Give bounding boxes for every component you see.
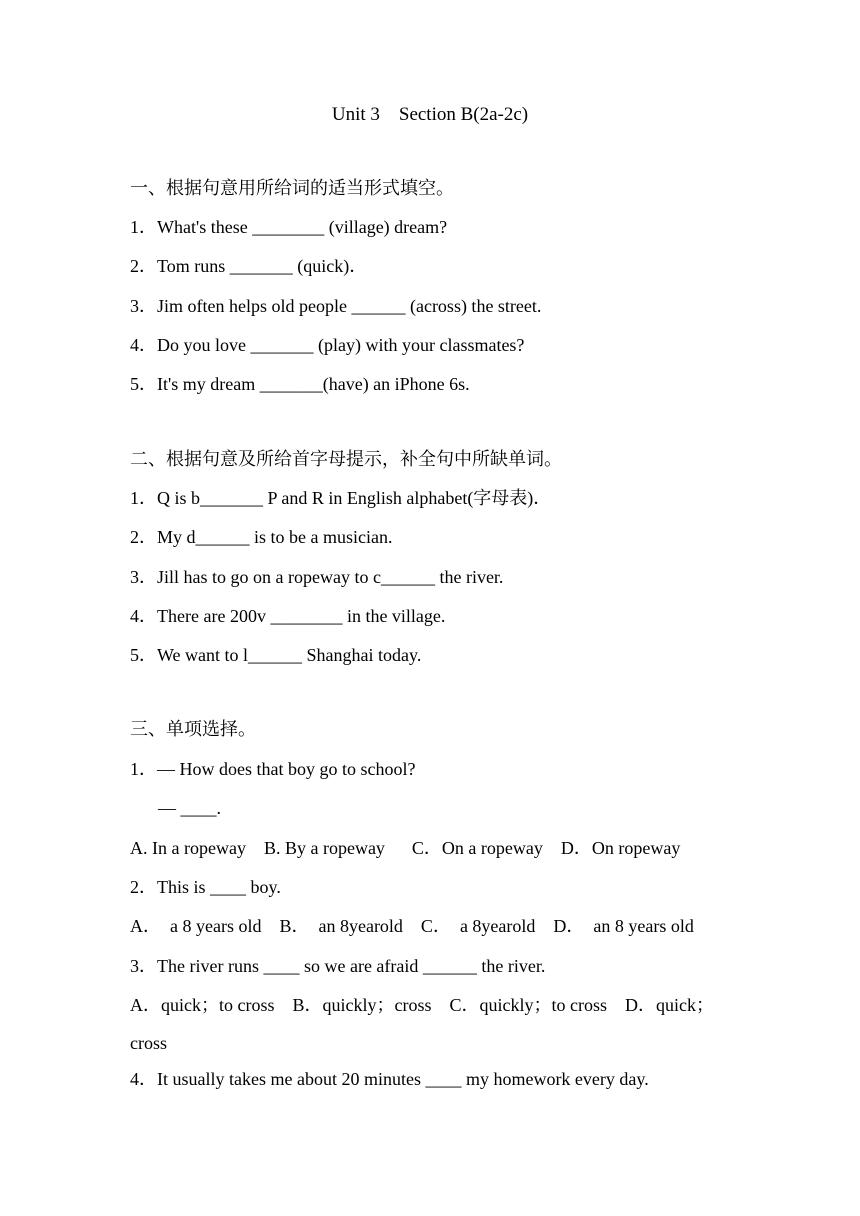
section2-item-2: 2．My d______ is to be a musician. [130,527,393,547]
section1-item-3: 3．Jim often helps old people ______ (across) the street. [130,296,542,316]
section1-item-1: 1．What's these ________ (village) dream? [130,217,448,237]
question-3-options-cont: cross [130,1033,167,1053]
section3-heading: 三、单项选择。 [130,719,256,739]
question-1-answer: — ____. [158,798,221,818]
section1-item-5: 5．It's my dream _______(have) an iPhone 6s. [130,374,470,394]
section1-heading: 一、根据句意用所给词的适当形式填空。 [130,178,454,198]
question-2: 2．This is ____ boy. [130,877,281,897]
section2-item-4: 4．There are 200v ________ in the village. [130,606,446,626]
section2-item-5: 5．We want to l______ Shanghai today. [130,645,422,665]
question-3-options: A．quick；to cross B．quickly；cross C．quickly；to cross D．quick； [130,995,714,1015]
question-4: 4．It usually takes me about 20 minutes ____ my homework every day. [130,1069,649,1089]
question-3: 3．The river runs ____ so we are afraid ______ the river. [130,956,546,976]
question-2-options: A． a 8 years old B． an 8yearold C． a 8yearold D． an 8 years old [130,916,694,936]
question-1-options: A. In a ropeway B. By a ropeway C．On a ropeway D．On ropeway [130,838,681,858]
section2-item-1: 1．Q is b_______ P and R in English alphabet(字母表)． [130,488,552,508]
section1-item-4: 4．Do you love _______ (play) with your classmates? [130,335,525,355]
section2-heading: 二、根据句意及所给首字母提示，补全句中所缺单词。 [130,449,562,469]
section2-item-3: 3．Jill has to go on a ropeway to c______ the river. [130,567,504,587]
section1-item-2: 2．Tom runs _______ (quick)． [130,256,368,276]
question-1: 1．— How does that boy go to school? [130,759,416,779]
page-title: Unit 3 Section B(2a-2c) [331,104,529,125]
